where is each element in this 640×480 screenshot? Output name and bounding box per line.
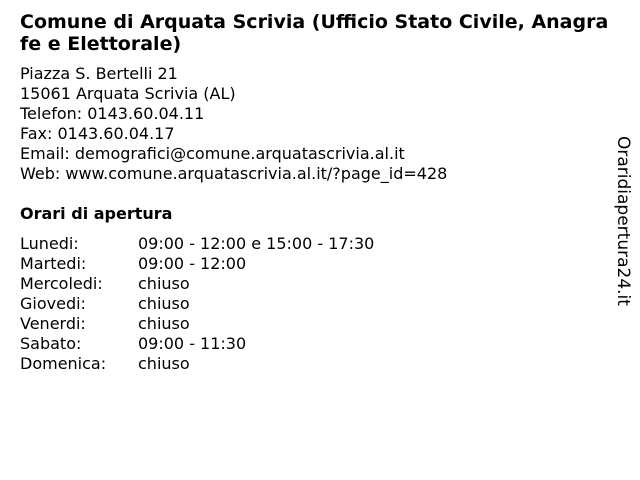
phone-number: Telefon: 0143.60.04.11 (20, 104, 205, 123)
time-value: chiuso (138, 354, 190, 373)
day-label: Lunedi: (20, 234, 79, 253)
opening-hours-heading: Orari di apertura (20, 204, 173, 223)
time-value: chiuso (138, 314, 190, 333)
time-value: chiuso (138, 274, 190, 293)
day-label: Martedi: (20, 254, 87, 273)
day-label: Venerdi: (20, 314, 86, 333)
time-value: 09:00 - 12:00 e 15:00 - 17:30 (138, 234, 375, 253)
street-address: Piazza S. Bertelli 21 (20, 64, 178, 83)
time-value: 09:00 - 12:00 (138, 254, 247, 273)
day-label: Domenica: (20, 354, 107, 373)
time-value: 09:00 - 11:30 (138, 334, 247, 353)
email-address: Email: demografici@comune.arquatascrivia.al.it (20, 144, 405, 163)
fax-number: Fax: 0143.60.04.17 (20, 124, 175, 143)
day-label: Sabato: (20, 334, 82, 353)
site-watermark: Oraridiapertura24.it (613, 136, 633, 306)
day-label: Giovedi: (20, 294, 86, 313)
day-label: Mercoledi: (20, 274, 103, 293)
time-value: chiuso (138, 294, 190, 313)
city-address: 15061 Arquata Scrivia (AL) (20, 84, 236, 103)
website-url: Web: www.comune.arquatascrivia.al.it/?page_id=428 (20, 164, 448, 183)
page-title: Comune di Arquata Scrivia (Ufficio Stato Civile, Anagrafe e Elettorale) (20, 11, 609, 55)
address-block (20, 64, 447, 184)
